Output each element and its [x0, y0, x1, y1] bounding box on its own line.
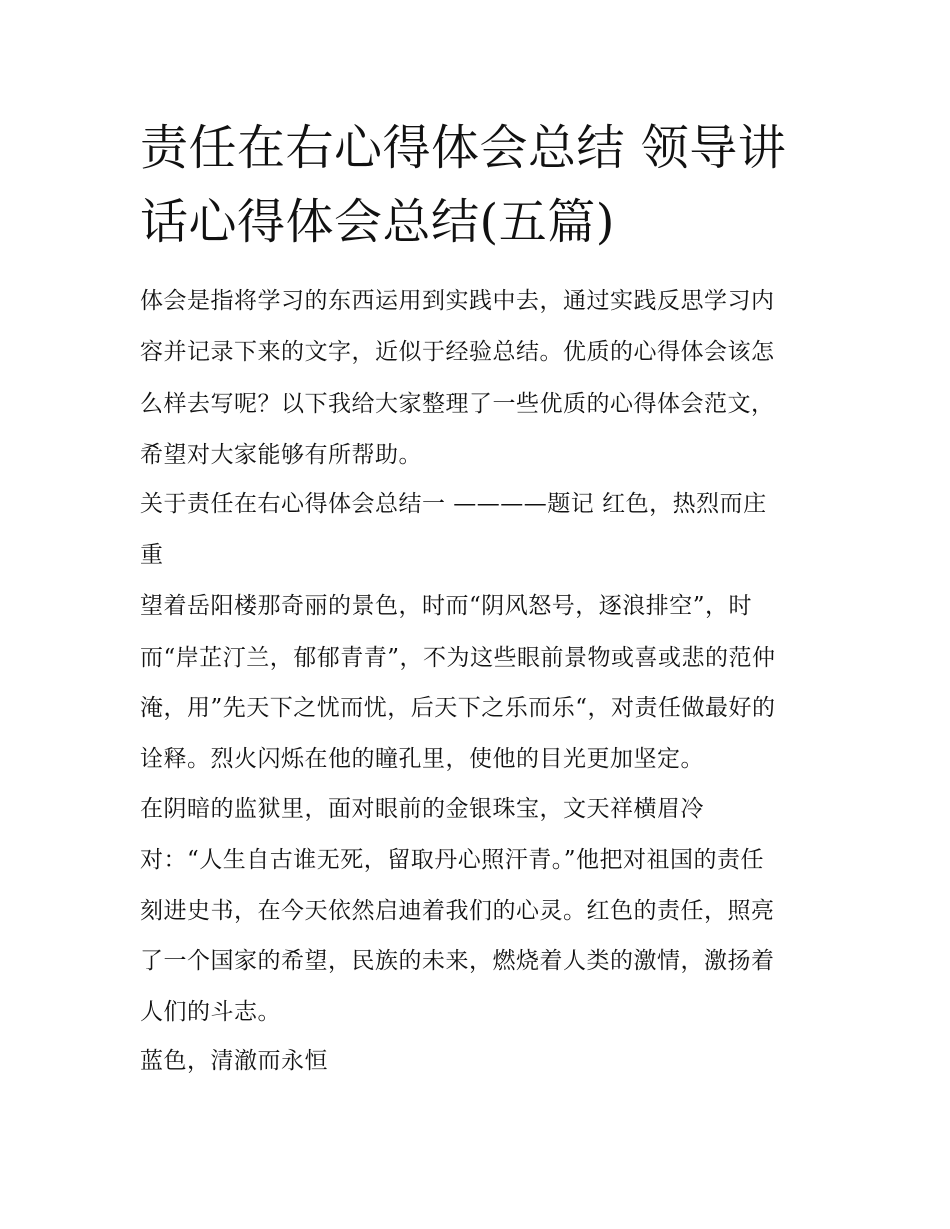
paragraph-line: 体会是指将学习的东西运用到实践中去，通过实践反思学习内: [140, 288, 775, 314]
paragraph-line: 容并记录下来的文字，近似于经验总结。优质的心得体会该怎: [140, 339, 775, 365]
paragraph-line: 么样去写呢？以下我给大家整理了一些优质的心得体会范文，: [140, 391, 775, 417]
paragraph-line: 淹，用”先天下之忧而忧，后天下之乐而乐“，对责任做最好的: [140, 695, 776, 721]
paragraph-line: 了一个国家的希望，民族的未来，燃烧着人类的激情，激扬着: [140, 948, 775, 974]
paragraph-line: 望着岳阳楼那奇丽的景色，时而“阴风怒号，逐浪排空”，时: [140, 593, 753, 619]
section-heading-line: 关于责任在右心得体会总结一 ————题记 红色，热烈而庄: [140, 491, 767, 517]
document-title-line-2: 话心得体会总结(五篇): [140, 194, 615, 250]
paragraph-line: 希望对大家能够有所帮助。: [140, 442, 422, 468]
paragraph-line: 刻进史书，在今天依然启迪着我们的心灵。红色的责任，照亮: [140, 898, 775, 924]
section-heading-line: 蓝色，清澈而永恒: [140, 1048, 328, 1074]
paragraph-line: 而“岸芷汀兰，郁郁青青”，不为这些眼前景物或喜或悲的范仲: [140, 645, 776, 671]
document-title-line-1: 责任在右心得体会总结 领导讲: [140, 120, 787, 176]
paragraph-line: 对：“人生自古谁无死，留取丹心照汗青。”他把对祖国的责任: [140, 847, 765, 873]
section-heading-line: 重: [140, 542, 164, 568]
paragraph-line: 在阴暗的监狱里，面对眼前的金银珠宝，文天祥横眉冷: [140, 796, 704, 822]
paragraph-line: 人们的斗志。: [140, 999, 281, 1025]
paragraph-line: 诠释。烈火闪烁在他的瞳孔里，使他的目光更加坚定。: [140, 746, 704, 772]
